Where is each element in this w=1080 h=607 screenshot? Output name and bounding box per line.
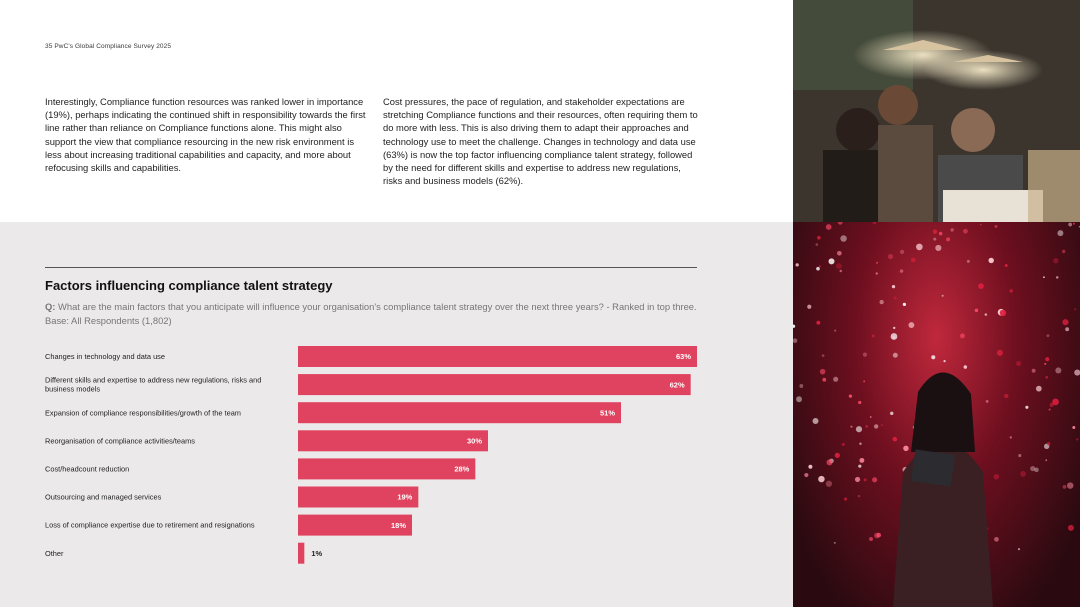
value-label-4: 30% [466,436,482,446]
value-label-1: 63% [675,352,691,362]
bar-chart [0,340,793,575]
bar-8 [298,543,304,564]
category-label-2: Different skills and expertise to address new regulations, risks and business models [45,375,262,394]
category-label-4: Reorganisation of compliance activities/teams [45,436,195,446]
chart-question [45,300,700,327]
value-label-6: 19% [397,492,413,502]
photo-bottom [793,222,1080,607]
bar-4 [298,430,488,451]
chart-title: Factors influencing compliance talent strategy [45,278,333,293]
category-label-8: Other [45,548,64,558]
value-label-8: 1% [311,548,323,558]
category-label-3: Expansion of compliance responsibilities/growth of the team [45,408,241,418]
category-label-6: Outsourcing and managed services [45,492,162,502]
bar-5 [298,458,475,479]
bar-3 [298,402,621,423]
photo-top [793,0,1080,222]
body-text-column-2: Cost pressures, the pace of regulation, and stakeholder expectations are stretching Compliance functions and their resources, often requiring them to do more with less. This is also driving them to adapt their approaches and technology use to meet the challenge. Changes in technology and data use (63%) is now the top factor influencing compliance talent strategy, followed by the need for different skills and expertise to address new regulations, risks and business models (62%). [383,96,698,187]
value-label-3: 51% [599,408,615,418]
chart-rule [45,267,697,268]
question-text: What are the main factors that you anticipate will influence your organisation's compliance talent strategy over the next three years? - Ranked in top three. Base: All Respondents (1,802) [45,301,697,326]
value-label-5: 28% [454,464,470,474]
value-label-2: 62% [669,380,685,390]
page-header: 35 PwC's Global Compliance Survey 2025 [45,43,172,50]
category-label-1: Changes in technology and data use [45,352,165,362]
question-label: Q: [45,301,56,312]
category-label-7: Loss of compliance expertise due to retirement and resignations [45,520,255,530]
bar-1 [298,346,697,367]
category-label-5: Cost/headcount reduction [45,464,130,474]
body-text-column-1: Interestingly, Compliance function resources was ranked lower in importance (19%), perhaps indicating the continued shift in responsibility towards the first line rather than reliance on Compliance functions alone. This might also support the view that compliance resourcing in the new risk environment is less about increasing traditional capabilities and capacity, and more about refocusing skills and capabilities. [45,96,366,174]
value-label-7: 18% [390,520,406,530]
bar-2 [298,374,691,395]
